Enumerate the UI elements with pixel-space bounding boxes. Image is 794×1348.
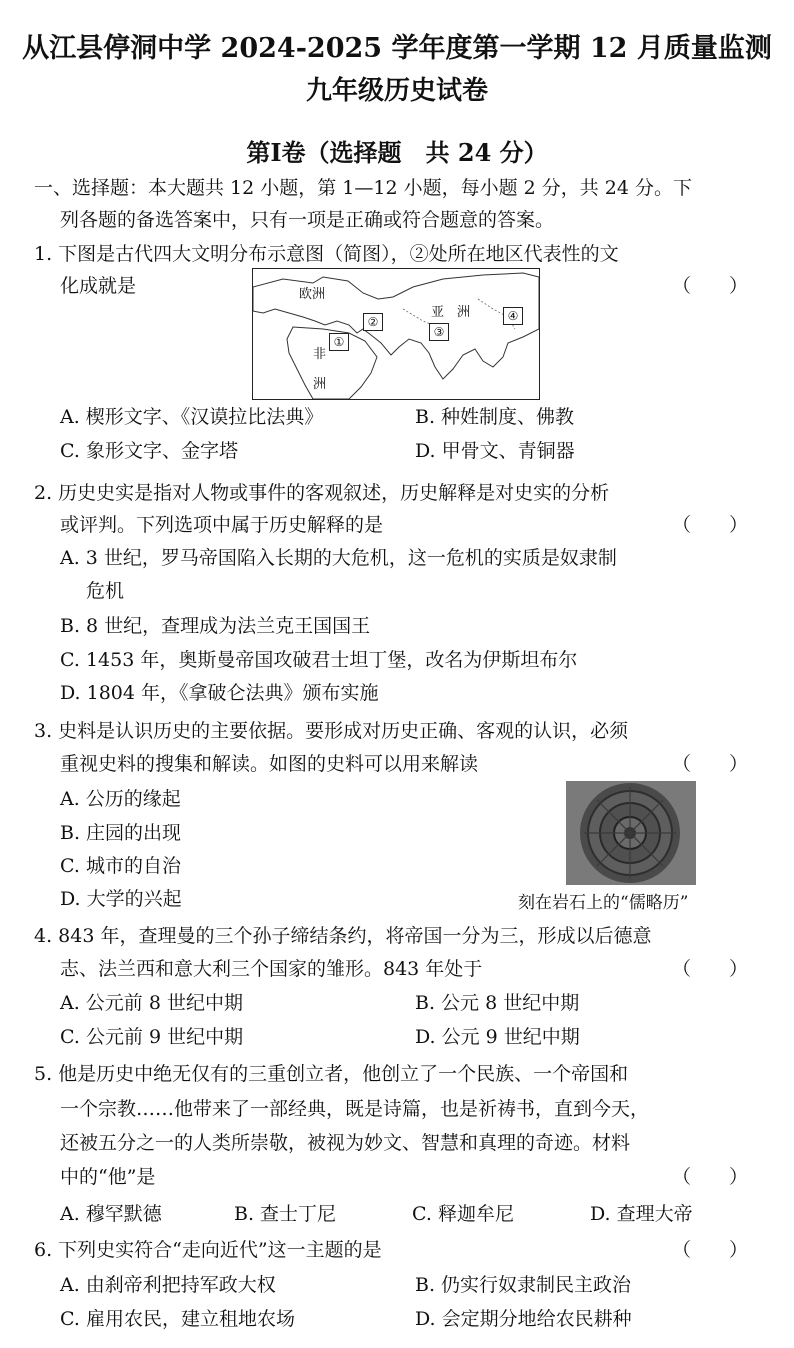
q1-option-a[interactable]: A. 楔形文字、《汉谟拉比法典》 [60,406,324,428]
q5-option-a[interactable]: A. 穆罕默德 [60,1203,162,1225]
q5-answer-paren[interactable]: （ ） [672,1166,749,1188]
map-marker-2: ② [363,313,383,331]
q1-option-b[interactable]: B. 种姓制度、佛教 [415,406,575,428]
exam-title-line1: 从江县停洞中学 2024-2025 学年度第一学期 12 月质量监测 [22,33,772,64]
q5-stem-line4: 中的“他”是 [60,1166,156,1188]
q1-stem-line2: 化成就是 [60,275,137,297]
q4-option-b[interactable]: B. 公元 8 世纪中期 [415,992,580,1014]
q1-option-d[interactable]: D. 甲骨文、青铜器 [415,440,575,462]
q6-option-a[interactable]: A. 由刹帝利把持军政大权 [60,1274,276,1296]
map-outline-image [253,269,539,399]
map-label-asia: 亚 洲 [431,305,471,320]
q5-option-b[interactable]: B. 查士丁尼 [234,1203,337,1225]
q3-option-c[interactable]: C. 城市的自治 [60,855,181,877]
q6-option-b[interactable]: B. 仍实行奴隶制民主政治 [415,1274,632,1296]
q4-answer-paren[interactable]: （ ） [672,958,749,980]
map-label-africa-2: 洲 [313,377,327,392]
section-instruction-line1: 一、选择题：本大题共 12 小题，第 1—12 小题，每小题 2 分，共 24 分。下 [34,177,693,199]
section-title: 第Ⅰ卷（选择题 共 24 分） [246,138,548,167]
photo-caption: 刻在岩石上的“儒略历” [518,893,689,913]
q3-option-a[interactable]: A. 公历的缘起 [60,788,181,810]
q2-stem-line2: 或评判。下列选项中属于历史解释的是 [60,514,384,536]
q4-option-c[interactable]: C. 公元前 9 世纪中期 [60,1026,244,1048]
q5-option-c[interactable]: C. 释迦牟尼 [412,1203,514,1225]
q2-option-a-line1[interactable]: A. 3 世纪，罗马帝国陷入长期的大危机，这一危机的实质是奴隶制 [60,547,617,569]
map-marker-4: ④ [503,307,523,325]
q6-option-d[interactable]: D. 会定期分地给农民耕种 [415,1308,632,1330]
q2-stem-line1: 2. 历史史实是指对人物或事件的客观叙述，历史解释是对史实的分析 [34,482,610,504]
q4-stem-line1: 4. 843 年，查理曼的三个孙子缔结条约，将帝国一分为三，形成以后德意 [34,925,652,947]
map-label-africa-1: 非 [313,347,327,362]
q6-option-c[interactable]: C. 雇用农民，建立租地农场 [60,1308,295,1330]
map-marker-3: ③ [429,323,449,341]
q3-option-d[interactable]: D. 大学的兴起 [60,888,182,910]
q6-answer-paren[interactable]: （ ） [672,1239,749,1261]
map-label-europe: 欧洲 [299,287,326,302]
julian-calendar-stone-photo [566,781,696,885]
section-instruction-line2: 列各题的备选答案中，只有一项是正确或符合题意的答案。 [60,209,555,231]
q4-stem-line2: 志、法兰西和意大利三个国家的雏形。843 年处于 [60,958,483,980]
map-marker-1: ① [329,333,349,351]
q1-stem-line1: 1. 下图是古代四大文明分布示意图（简图），②处所在地区代表性的文 [34,243,619,265]
q4-option-a[interactable]: A. 公元前 8 世纪中期 [60,992,243,1014]
q3-stem-line1: 3. 史料是认识历史的主要依据。要形成对历史正确、客观的认识，必须 [34,720,629,742]
exam-title-line2: 九年级历史试卷 [305,76,488,106]
q6-stem-line1: 6. 下列史实符合“走向近代”这一主题的是 [34,1239,382,1261]
q5-stem-line2: 一个宗教……他带来了一部经典，既是诗篇，也是祈祷书，直到今天， [60,1098,650,1120]
q2-option-a-line2[interactable]: 危机 [86,580,125,602]
q4-option-d[interactable]: D. 公元 9 世纪中期 [415,1026,580,1048]
q2-option-c[interactable]: C. 1453 年，奥斯曼帝国攻破君士坦丁堡，改名为伊斯坦布尔 [60,649,578,671]
four-civilizations-map [252,268,540,400]
q5-stem-line3: 还被五分之一的人类所崇敬，被视为妙文、智慧和真理的奇迹。材料 [60,1132,631,1154]
q3-stem-line2: 重视史料的搜集和解读。如图的史料可以用来解读 [60,753,479,775]
q5-stem-line1: 5. 他是历史中绝无仅有的三重创立者，他创立了一个民族、一个帝国和 [34,1063,629,1085]
q1-answer-paren[interactable]: （ ） [672,275,749,297]
q2-option-b[interactable]: B. 8 世纪，查理成为法兰克王国国王 [60,615,371,637]
q3-answer-paren[interactable]: （ ） [672,753,749,775]
calendar-stone-image [566,781,696,885]
q2-option-d[interactable]: D. 1804 年，《拿破仑法典》颁布实施 [60,682,379,704]
q5-option-d[interactable]: D. 查理大帝 [590,1203,693,1225]
q2-answer-paren[interactable]: （ ） [672,514,749,536]
q1-option-c[interactable]: C. 象形文字、金字塔 [60,440,238,462]
q3-option-b[interactable]: B. 庄园的出现 [60,822,182,844]
